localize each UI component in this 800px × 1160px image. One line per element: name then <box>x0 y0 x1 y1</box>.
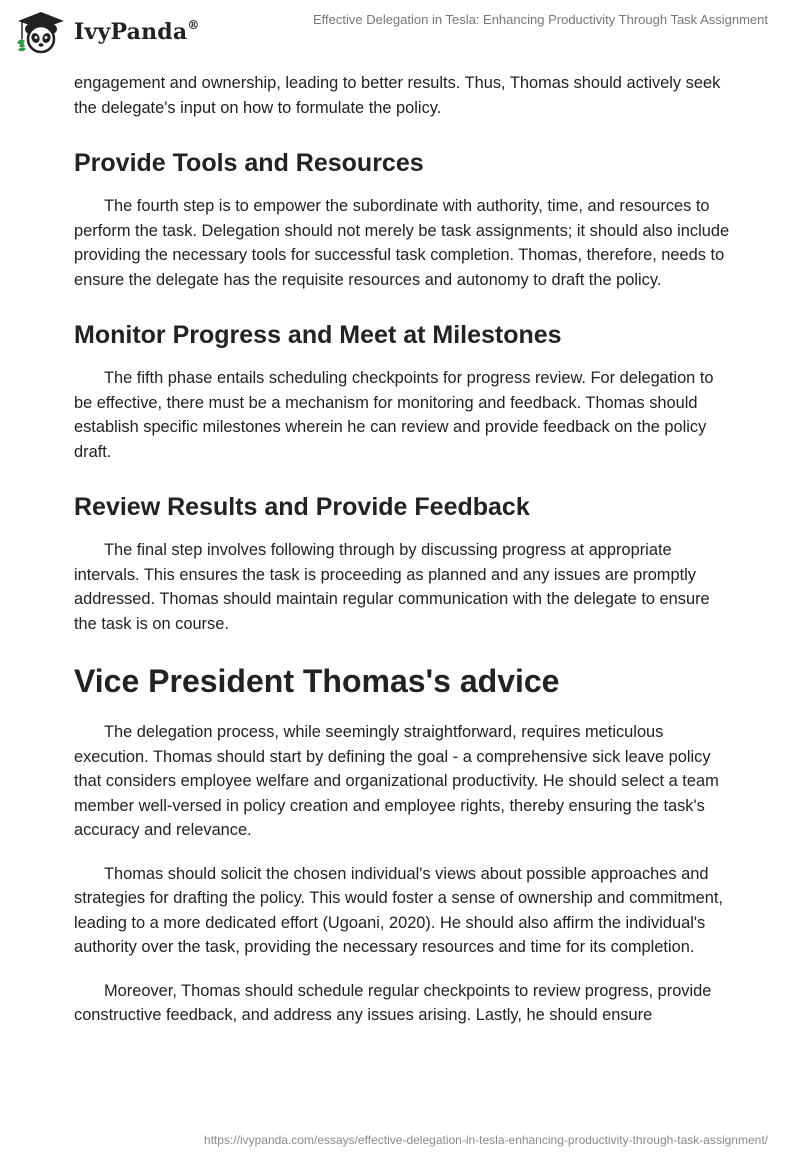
brand-name: IvyPanda® <box>74 17 200 45</box>
section-heading: Review Results and Provide Feedback <box>74 493 530 521</box>
document-title: Effective Delegation in Tesla: Enhancing Productivity Through Task Assignment <box>312 12 768 27</box>
section-paragraph: The fifth phase entails scheduling checkpoints for progress review. For delegation to be effective, there must be a mechanism for monitoring and feedback. Thomas should establish specific milestones wherein he can review and provide feedback on the policy draft. <box>74 369 714 461</box>
main-heading: Vice President Thomas's advice <box>74 663 560 699</box>
ivypanda-logo[interactable] <box>14 8 200 56</box>
advice-paragraph: The delegation process, while seemingly straightforward, requires meticulous execution. Thomas should start by defining the goal - a comprehensive sick leave policy that considers employee welfare and organizational productivity. He should select a team member well-versed in policy creation and employee rights, thereby ensuring the task's accuracy and relevance. <box>74 723 719 839</box>
intro-paragraph: engagement and ownership, leading to better results. Thus, Thomas should actively seek the delegate's input on how to formulate the policy. <box>74 74 721 117</box>
essay-content <box>74 71 734 1028</box>
section-heading: Provide Tools and Resources <box>74 149 424 177</box>
source-url[interactable]: https://ivypanda.com/essays/effective-delegation-in-tesla-enhancing-productivity-through-task-assignment/ <box>203 1133 768 1147</box>
advice-paragraph: Moreover, Thomas should schedule regular checkpoints to review progress, provide constructive feedback, and address any issues arising. Lastly, he should ensure <box>74 981 712 1024</box>
section-heading: Monitor Progress and Meet at Milestones <box>74 321 562 349</box>
section-paragraph: The fourth step is to empower the subordinate with authority, time, and resources to perform the task. Delegation should not merely be task assignments; it should also include providing the necessary tools for successful task completion. Thomas, therefore, needs to ensure the delegate has the requisite resources and autonomy to draft the policy. <box>74 197 730 289</box>
panda-graduate-icon <box>14 9 66 55</box>
section-paragraph: The final step involves following through by discussing progress at appropriate intervals. This ensures the task is proceeding as planned and any issues are promptly addressed. Thomas should maintain regular communication with the delegate to ensure the task is on course. <box>74 541 710 633</box>
advice-paragraph: Thomas should solicit the chosen individual's views about possible approaches and strategies for drafting the policy. This would foster a sense of ownership and commitment, leading to a more dedicated effort (Ugoani, 2020). He should also affirm the individual's authority over the task, providing the necessary resources and time for its completion. <box>74 864 723 956</box>
page-header <box>0 0 800 64</box>
